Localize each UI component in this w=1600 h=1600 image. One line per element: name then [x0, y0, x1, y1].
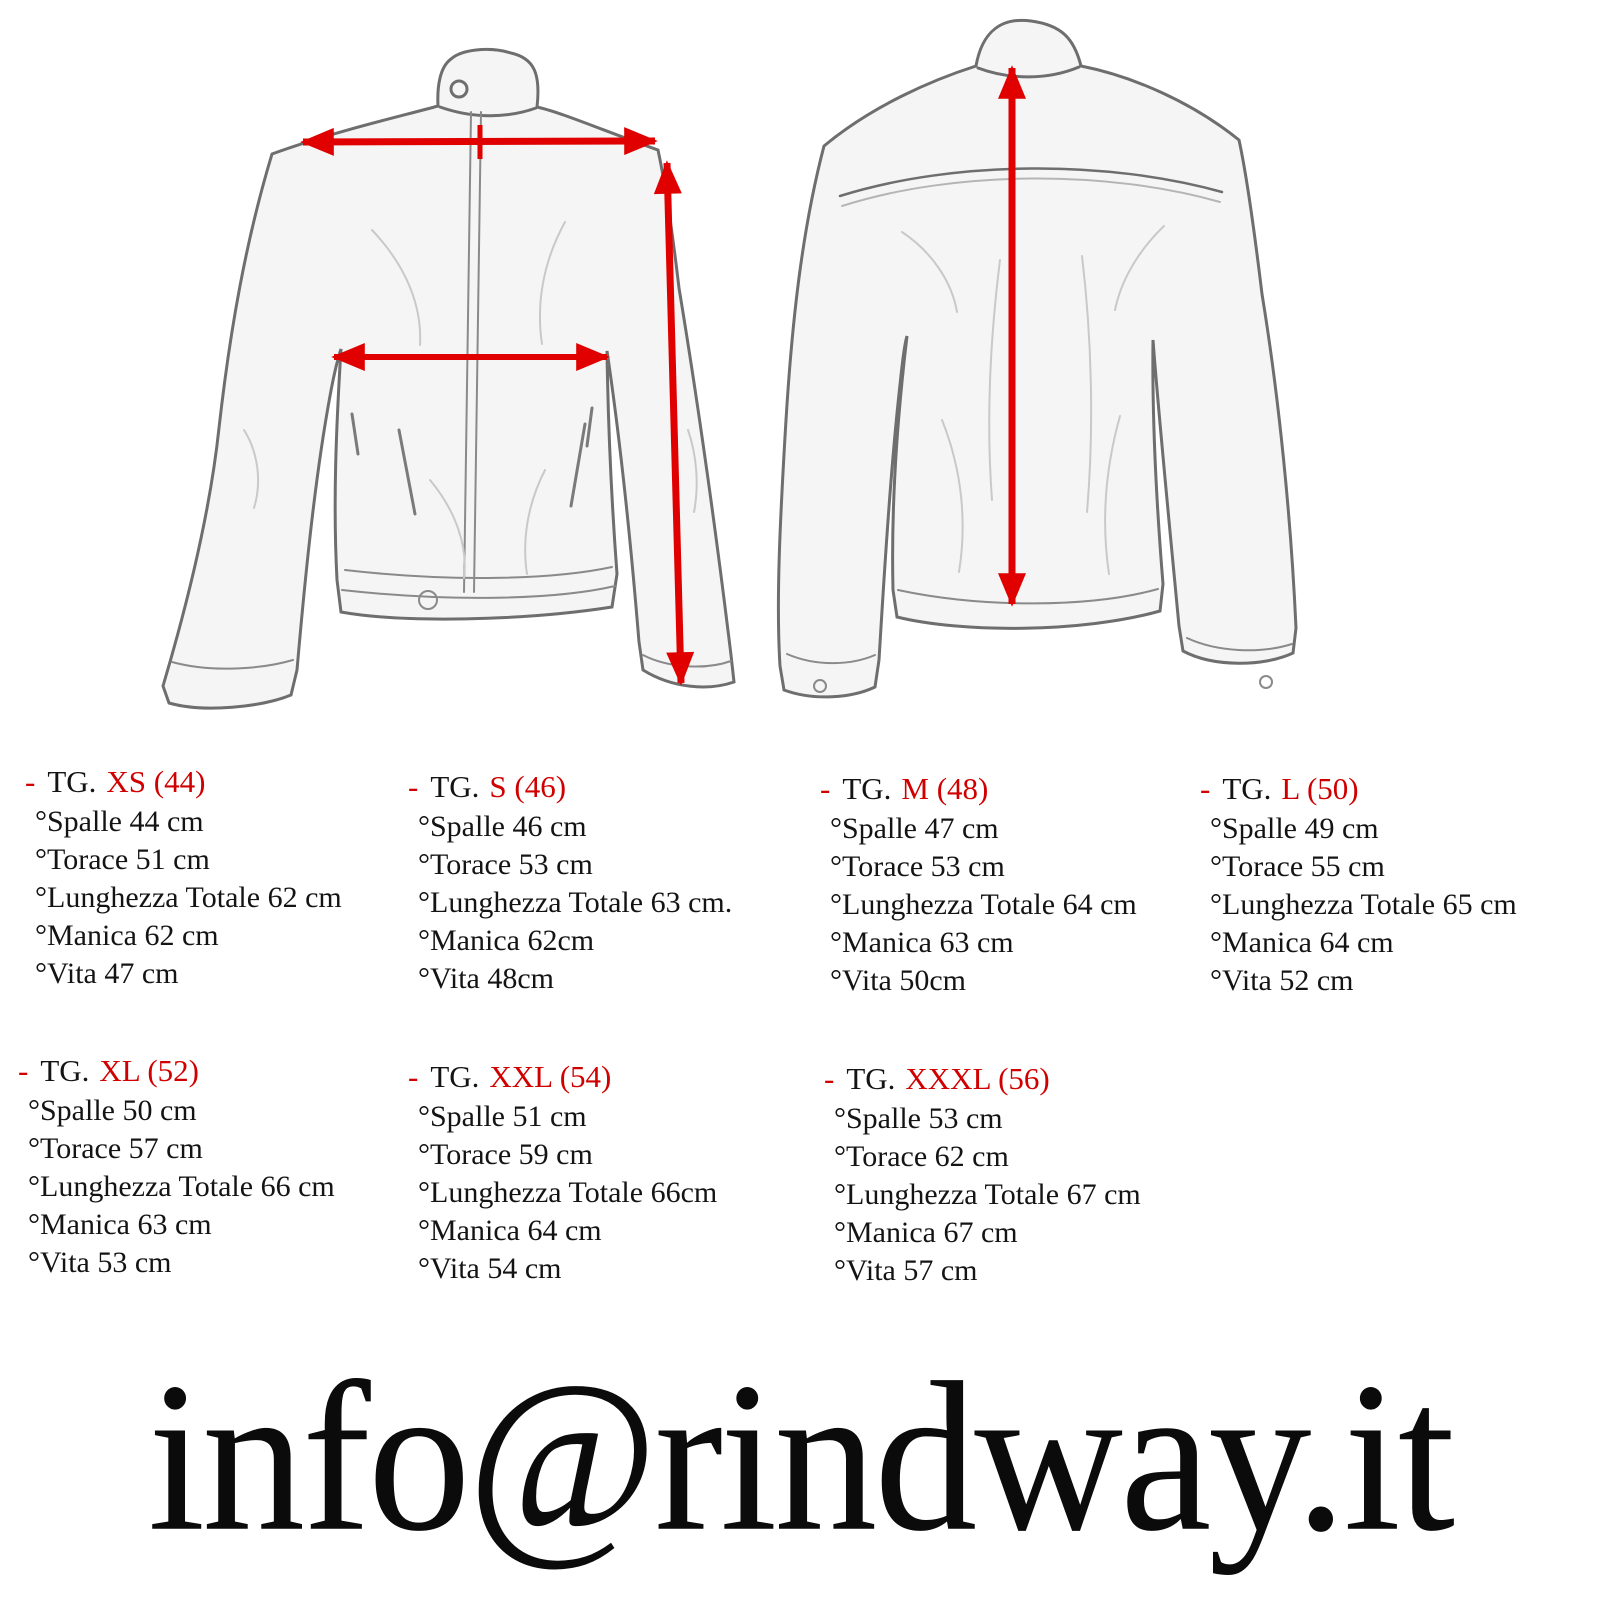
measurement-torace: °Torace 59 cm: [418, 1138, 593, 1171]
measurement-spalle: °Spalle 47 cm: [830, 812, 999, 845]
size-block-l: [1200, 770, 1517, 1000]
tg-label: TG.: [47, 764, 97, 799]
size-header: [820, 770, 1137, 808]
measurement-lunghezza: °Lunghezza Totale 66cm: [418, 1176, 718, 1209]
measurement-manica: °Manica 63 cm: [28, 1208, 212, 1241]
size-label: XS (44): [106, 764, 206, 799]
contact-email-wrap: [0, 1338, 1600, 1600]
size-label: XXXL (56): [905, 1061, 1050, 1096]
measurement-vita: °Vita 54 cm: [418, 1252, 562, 1285]
size-header: [18, 1052, 335, 1090]
measurement-lunghezza: °Lunghezza Totale 67 cm: [834, 1178, 1141, 1211]
measurement-lunghezza: °Lunghezza Totale 66 cm: [28, 1170, 335, 1203]
dash: -: [408, 769, 419, 804]
size-block-xxl: [408, 1058, 717, 1288]
measurement-vita: °Vita 53 cm: [28, 1246, 172, 1279]
tg-label: TG.: [40, 1053, 90, 1088]
jacket-back-sketch: [778, 20, 1296, 697]
size-header: [824, 1060, 1141, 1098]
measurement-vita: °Vita 47 cm: [35, 957, 179, 990]
measurement-torace: °Torace 51 cm: [35, 843, 210, 876]
dash: -: [820, 771, 831, 806]
contact-email: info@rindway.it: [147, 1337, 1453, 1576]
measurement-spalle: °Spalle 49 cm: [1210, 812, 1379, 845]
size-label: M (48): [901, 771, 989, 806]
measurement-spalle: °Spalle 50 cm: [28, 1094, 197, 1127]
jacket-front-sketch: [163, 49, 734, 708]
size-block-s: [408, 768, 732, 998]
measurement-vita: °Vita 52 cm: [1210, 964, 1354, 997]
measurement-manica: °Manica 62cm: [418, 924, 595, 957]
measurement-spalle: °Spalle 46 cm: [418, 810, 587, 843]
measurement-lunghezza: °Lunghezza Totale 62 cm: [35, 881, 342, 914]
measurement-lunghezza: °Lunghezza Totale 64 cm: [830, 888, 1137, 921]
measurement-torace: °Torace 53 cm: [418, 848, 593, 881]
size-block-xl: [18, 1052, 335, 1282]
measurement-vita: °Vita 48cm: [418, 962, 554, 995]
dash: -: [408, 1059, 419, 1094]
tg-label: TG.: [1222, 771, 1272, 806]
measurement-spalle: °Spalle 44 cm: [35, 805, 204, 838]
size-label: S (46): [489, 769, 567, 804]
measurement-spalle: °Spalle 53 cm: [834, 1102, 1003, 1135]
size-block-xxxl: [824, 1060, 1141, 1290]
dash: -: [18, 1053, 29, 1088]
measurement-torace: °Torace 55 cm: [1210, 850, 1385, 883]
measurement-manica: °Manica 67 cm: [834, 1216, 1018, 1249]
measurement-lunghezza: °Lunghezza Totale 63 cm.: [418, 886, 733, 919]
tg-label: TG.: [430, 1059, 480, 1094]
measurement-vita: °Vita 50cm: [830, 964, 966, 997]
dash: -: [1200, 771, 1211, 806]
dash: -: [25, 764, 36, 799]
size-header: [25, 763, 342, 801]
measurement-manica: °Manica 64 cm: [418, 1214, 602, 1247]
size-block-m: [820, 770, 1137, 1000]
size-header: [408, 768, 732, 806]
tg-label: TG.: [846, 1061, 896, 1096]
size-label: XXL (54): [489, 1059, 612, 1094]
jacket-measurement-diagram: [0, 0, 1600, 740]
measurement-manica: °Manica 62 cm: [35, 919, 219, 952]
measurement-spalle: °Spalle 51 cm: [418, 1100, 587, 1133]
measurement-torace: °Torace 57 cm: [28, 1132, 203, 1165]
size-block-xs: [25, 763, 342, 993]
measurement-torace: °Torace 53 cm: [830, 850, 1005, 883]
measurement-torace: °Torace 62 cm: [834, 1140, 1009, 1173]
dash: -: [824, 1061, 835, 1096]
measurement-lunghezza: °Lunghezza Totale 65 cm: [1210, 888, 1517, 921]
size-label: L (50): [1281, 771, 1359, 806]
tg-label: TG.: [430, 769, 480, 804]
size-header: [1200, 770, 1517, 808]
measurement-vita: °Vita 57 cm: [834, 1254, 978, 1287]
measurement-manica: °Manica 63 cm: [830, 926, 1014, 959]
tg-label: TG.: [842, 771, 892, 806]
size-header: [408, 1058, 717, 1096]
size-label: XL (52): [99, 1053, 199, 1088]
measurement-manica: °Manica 64 cm: [1210, 926, 1394, 959]
